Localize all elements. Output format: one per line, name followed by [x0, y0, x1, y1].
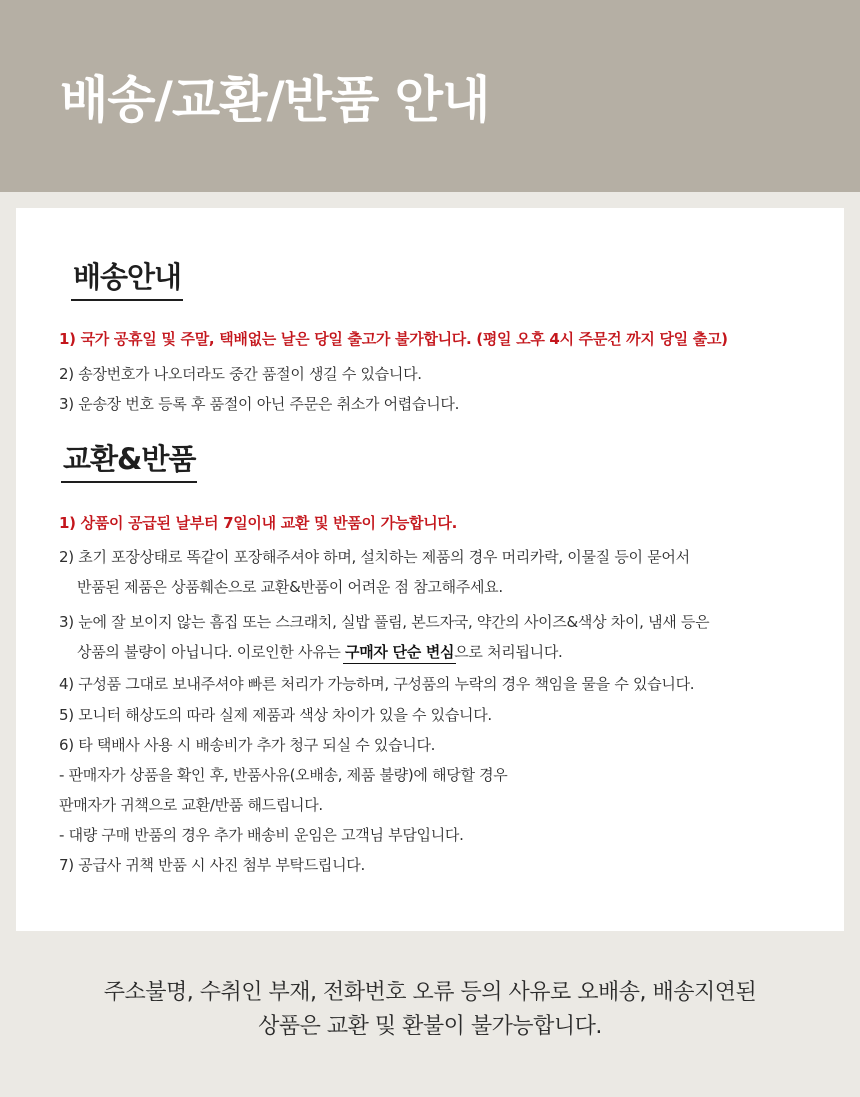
- exchange-item-5: 5) 모니터 해상도의 따라 실제 제품과 색상 차이가 있을 수 있습니다.: [59, 706, 492, 724]
- exchange-item-6: 6) 타 택배사 사용 시 배송비가 추가 청구 되실 수 있습니다.: [59, 736, 436, 754]
- item-3-text-before: 상품의 불량이 아닙니다. 이로인한 사유는: [77, 643, 346, 661]
- footer-notice-line-1: 주소불명, 수취인 부재, 전화번호 오류 등의 사유로 오배송, 배송지연된: [103, 980, 757, 1005]
- info-card: [16, 208, 844, 931]
- exchange-item-1: 1) 상품이 공급된 날부터 7일이내 교환 및 반품이 가능합니다.: [59, 514, 457, 532]
- exchange-note-2: - 대량 구매 반품의 경우 추가 배송비 운임은 고객님 부담입니다.: [59, 826, 464, 844]
- exchange-item-2-line-1: 2) 초기 포장상태로 똑같이 포장해주셔야 하며, 설치하는 제품의 경우 머리카락, 이물질 등이 묻어서: [59, 548, 690, 566]
- delivery-item-1: 1) 국가 공휴일 및 주말, 택배없는 날은 당일 출고가 불가합니다. (평일 오후 4시 주문건 까지 당일 출고): [59, 330, 728, 348]
- exchange-item-4: 4) 구성품 그대로 보내주셔야 빠른 처리가 가능하며, 구성품의 누락의 경우 책임을 물을 수 있습니다.: [59, 675, 695, 693]
- delivery-section-title: [73, 258, 181, 296]
- exchange-item-7: 7) 공급사 귀책 반품 시 사진 첨부 부탁드립니다.: [59, 856, 365, 874]
- exchange-title-underline: [61, 481, 197, 483]
- item-3-text-after: 으로 처리됩니다.: [454, 643, 563, 661]
- delivery-item-3: 3) 운송장 번호 등록 후 품절이 아닌 주문은 취소가 어렵습니다.: [59, 395, 460, 413]
- exchange-note-1-line-1: - 판매자가 상품을 확인 후, 반품사유(오배송, 제품 불량)에 해당할 경우: [59, 766, 508, 784]
- buyer-change-of-mind-text: 구매자 단순 변심: [345, 643, 455, 661]
- exchange-item-3-line-2: [77, 641, 563, 663]
- exchange-section-title: [63, 440, 195, 478]
- page-title: 배송/교환/반품 안내: [60, 71, 490, 129]
- emphasis-underline: [343, 663, 456, 664]
- delivery-title-underline: [71, 299, 183, 301]
- buyer-change-of-mind-emphasis: [345, 643, 454, 661]
- exchange-section-title-text: 교환&반품: [63, 442, 196, 476]
- exchange-item-3-line-1: 3) 눈에 잘 보이지 않는 흠집 또는 스크래치, 실밥 풀림, 본드자국, 약간의 사이즈&색상 차이, 냄새 등은: [59, 613, 710, 631]
- page-header: [0, 0, 860, 192]
- footer-notice-line-2: 상품은 교환 및 환불이 불가능합니다.: [258, 1014, 602, 1039]
- exchange-item-2-line-2: 반품된 제품은 상품훼손으로 교환&반품이 어려운 점 참고해주세요.: [77, 578, 503, 596]
- delivery-item-2: 2) 송장번호가 나오더라도 중간 품절이 생길 수 있습니다.: [59, 365, 422, 383]
- delivery-section-title-text: 배송안내: [73, 260, 182, 294]
- exchange-note-1-line-2: 판매자가 귀책으로 교환/반품 해드립니다.: [59, 796, 323, 814]
